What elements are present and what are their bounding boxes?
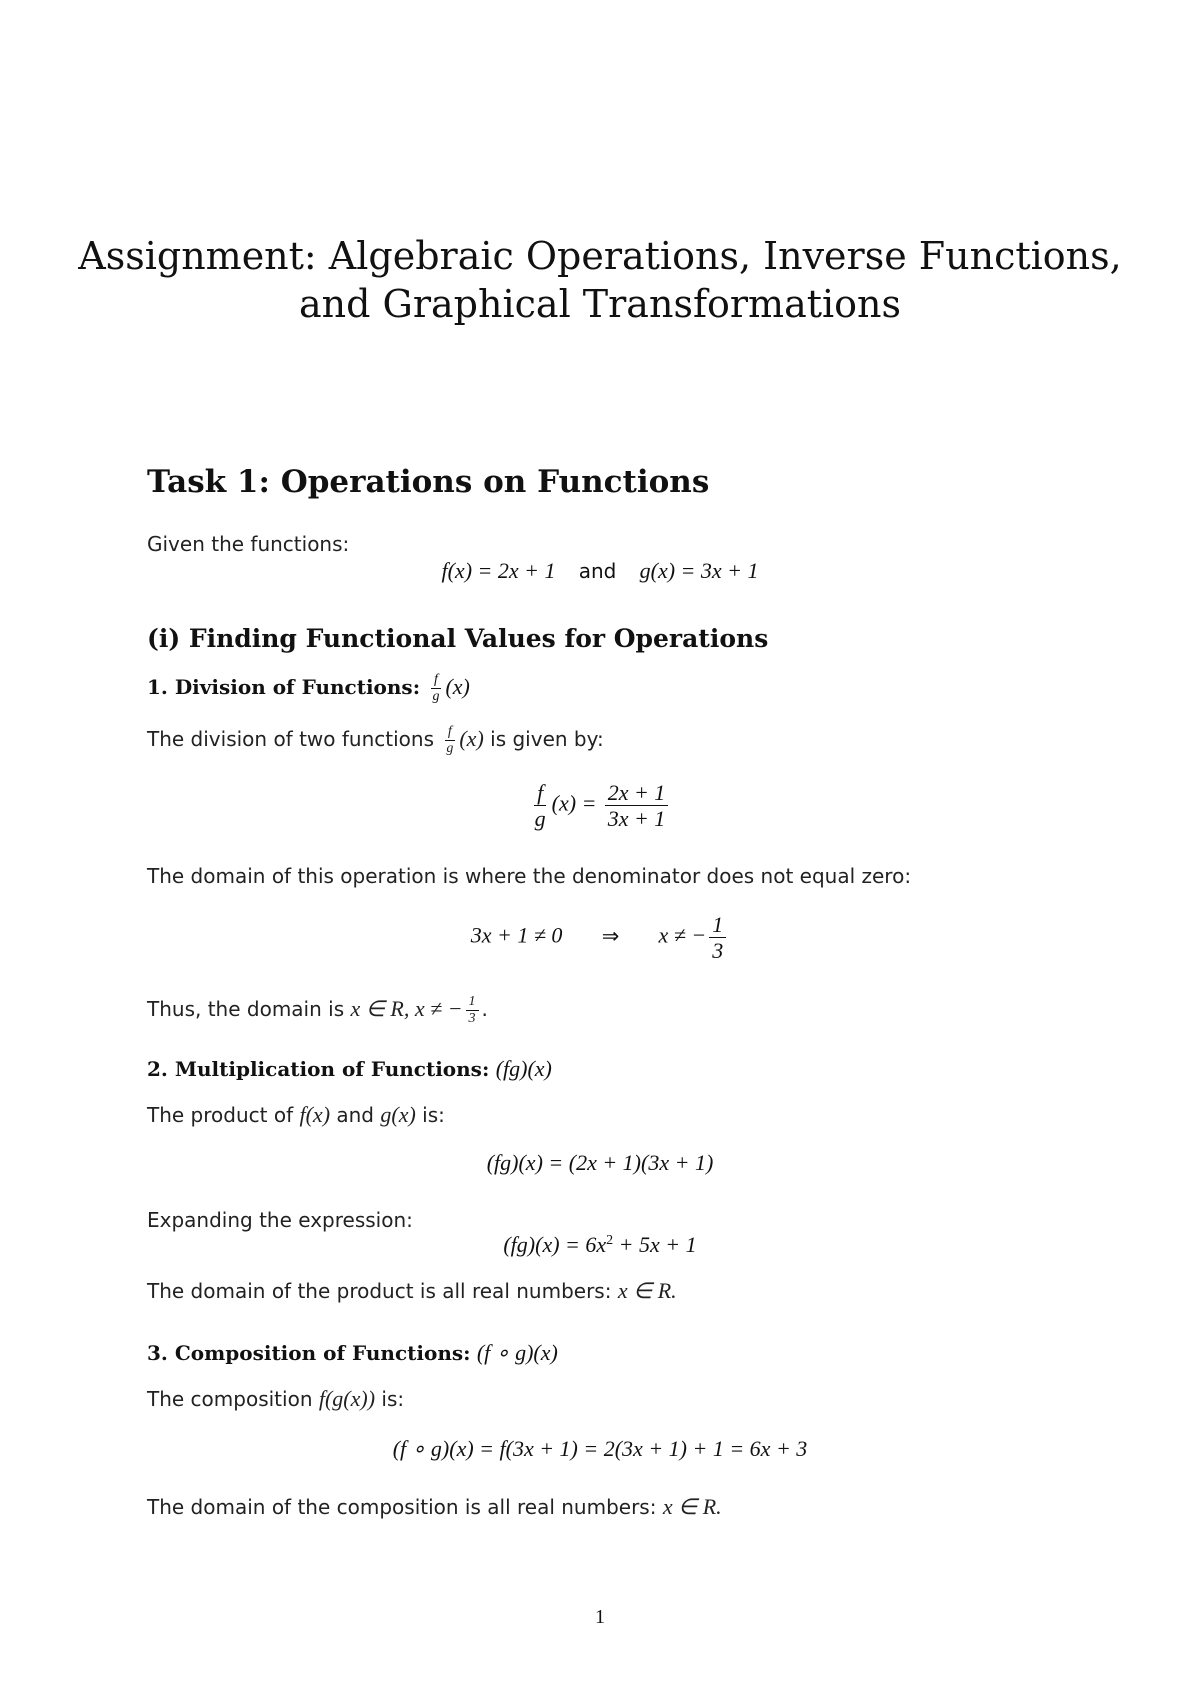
product-domain-math: x ∈ R. (617, 1278, 677, 1303)
product-and: and (336, 1103, 375, 1127)
expanded-left: (fg)(x) = 6x (503, 1232, 607, 1257)
thus-frac: $\frac{1}{3}$ (466, 994, 479, 1027)
given-eq-g: g(x) = 3x + 1 (639, 558, 759, 583)
composition-domain-math: x ∈ R. (662, 1494, 722, 1519)
product-f: f(x) (299, 1102, 331, 1127)
thus-math: x ∈ R, x ≠ − (350, 996, 463, 1022)
given-equation (0, 558, 1200, 584)
page-number: 1 (595, 1606, 605, 1628)
multiplication-domain (147, 1278, 677, 1304)
composition-heading-label: 3. Composition of Functions: (147, 1341, 471, 1365)
composition-domain (147, 1494, 722, 1520)
implies-symbol: ⇒ (601, 923, 620, 948)
composition-intro-math: f(g(x)) (318, 1386, 376, 1411)
division-eq-lhs-frac: $\frac{f}{g}$ (534, 780, 546, 832)
task1-heading: Task 1: Operations on Functions (147, 464, 710, 500)
given-and: and (578, 559, 617, 583)
multiplication-intro (147, 1102, 445, 1128)
product-equation: (fg)(x) = (2x + 1)(3x + 1) (486, 1150, 714, 1175)
expand-text: Expanding the expression: (147, 1208, 413, 1232)
multiplication-heading (147, 1056, 552, 1082)
composition-intro-after: is: (381, 1387, 405, 1411)
section-i-heading: (i) Finding Functional Values for Operations (147, 624, 769, 653)
composition-intro (147, 1386, 404, 1412)
thus-before: Thus, the domain is (147, 997, 345, 1022)
condition-frac: $\frac{1}{3}$ (709, 912, 726, 964)
division-heading-label: 1. Division of Functions: (147, 675, 421, 700)
multiplication-eq2 (0, 1232, 1200, 1258)
composition-eq: (f ∘ g)(x) = f(3x + 1) = 2(3x + 1) + 1 = 6x + 3 (392, 1436, 808, 1461)
division-thus: Thus, the domain is x ∈ R, x ≠ − $\frac{1}{3}$ . (147, 994, 488, 1027)
multiplication-heading-label: 2. Multiplication of Functions: (147, 1057, 490, 1081)
division-heading-frac: $\frac{f}{g}$ (432, 672, 440, 705)
condition-right: x ≠ − (658, 922, 707, 948)
composition-equation (0, 1436, 1200, 1462)
title-line-2: and Graphical Transformations (298, 282, 902, 326)
title-line-1: Assignment: Algebraic Operations, Inverse Functions, (78, 234, 1122, 278)
division-intro-after: is given by: (490, 727, 604, 752)
division-intro: The division of two functions $\frac{f}{g}$ (x) is given by: (147, 724, 604, 757)
product-before: The product of (147, 1103, 294, 1127)
division-eq-rhs-frac: $\frac{2x + 1}{3x + 1}$ (605, 780, 669, 832)
given-text: Given the functions: (147, 532, 350, 556)
product-after: is: (422, 1103, 445, 1127)
division-equation: $\frac{f}{g}$ (x) = $\frac{2x + 1}{3x + 1}$ (0, 780, 1200, 832)
product-domain-text: The domain of the product is all real numbers: (147, 1279, 612, 1303)
composition-domain-text: The domain of the composition is all real numbers: (147, 1495, 657, 1519)
division-domain-text: The domain of this operation is where the denominator does not equal zero: (147, 864, 912, 888)
composition-heading (147, 1340, 558, 1366)
expanded-right: + 5x + 1 (613, 1232, 697, 1257)
division-heading: 1. Division of Functions: $\frac{f}{g}$ (x) (147, 672, 470, 705)
condition-left: 3x + 1 ≠ 0 (470, 922, 563, 948)
composition-intro-before: The composition (147, 1387, 313, 1411)
product-g: g(x) (380, 1102, 416, 1127)
division-intro-frac: $\frac{f}{g}$ (446, 724, 454, 757)
multiplication-eq1 (0, 1150, 1200, 1176)
multiplication-heading-math: (fg)(x) (495, 1056, 552, 1081)
division-condition (0, 912, 1200, 964)
given-eq-f: f(x) = 2x + 1 (441, 558, 556, 583)
division-intro-before: The division of two functions (147, 727, 434, 752)
expanded-exponent: 2 (606, 1233, 614, 1248)
composition-heading-math: (f ∘ g)(x) (476, 1340, 558, 1365)
